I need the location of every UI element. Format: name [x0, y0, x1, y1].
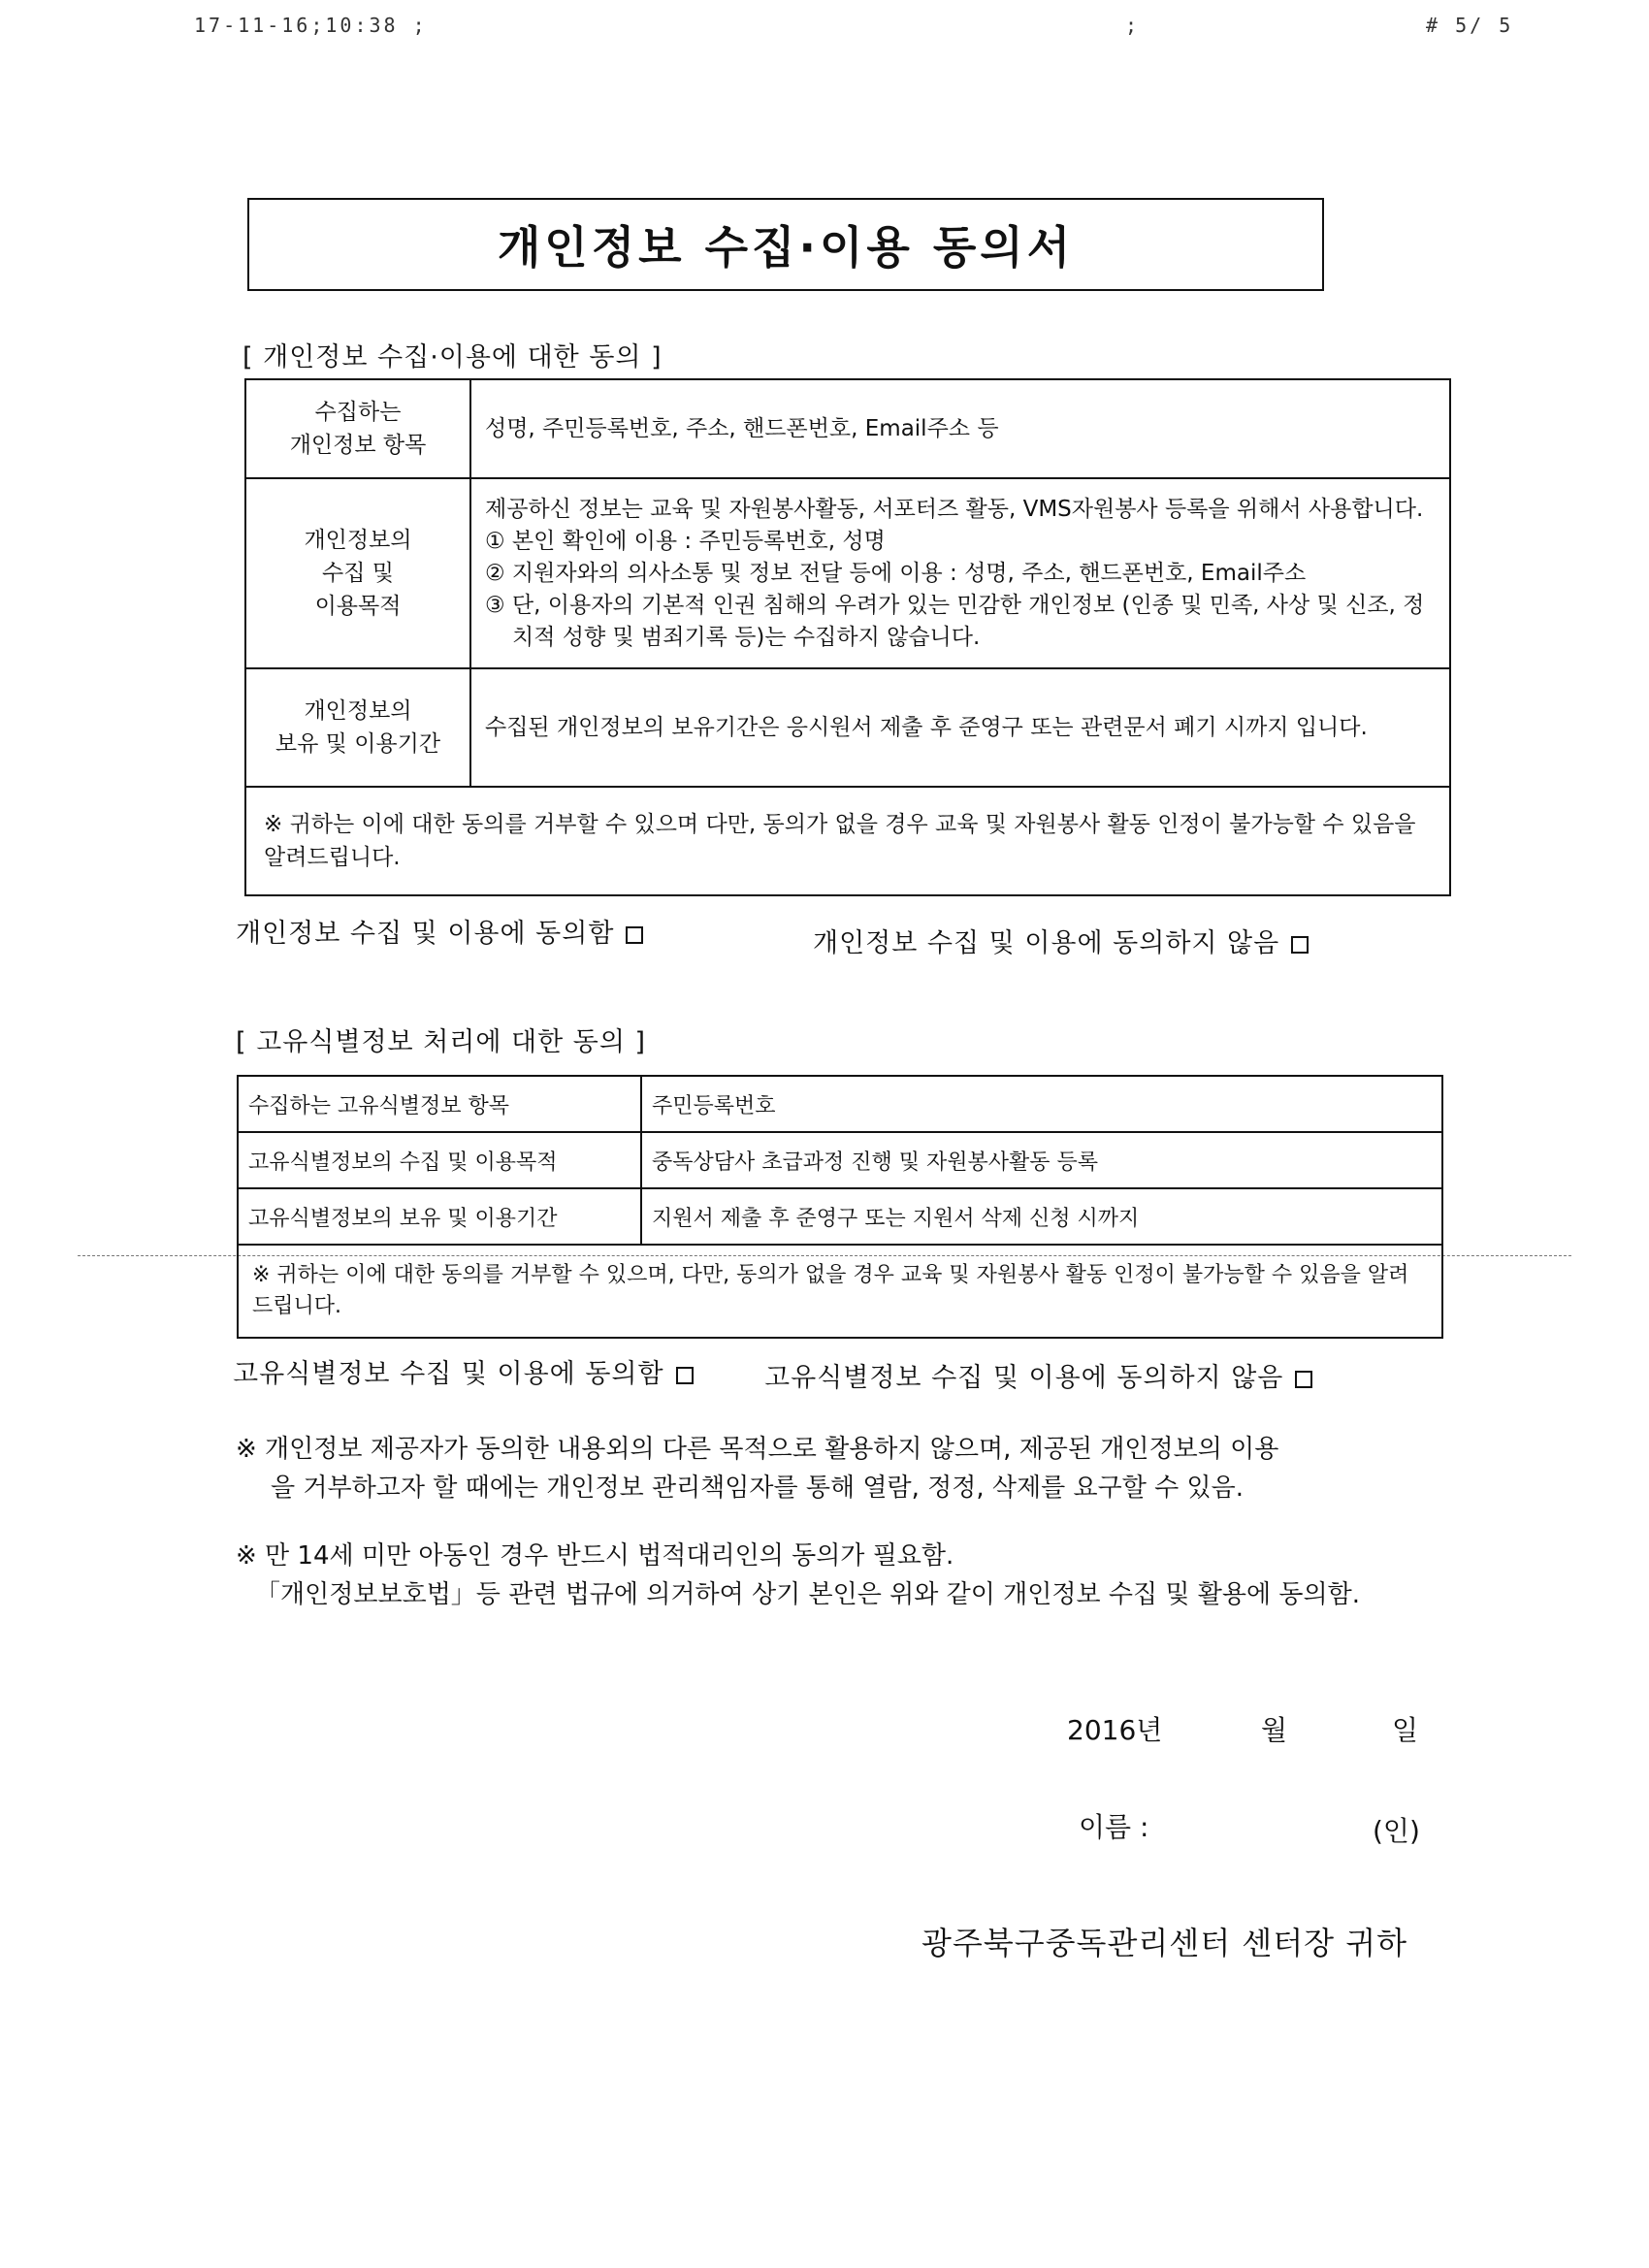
- section2-agree[interactable]: 고유식별정보 수집 및 이용에 동의함: [233, 1352, 694, 1390]
- section2-note: ※ 귀하는 이에 대한 동의를 거부할 수 있으며, 다만, 동의가 없을 경우 교육 및 자원봉사 활동 인정이 불가능할 수 있음을 알려드립니다.: [238, 1245, 1442, 1338]
- recipient: 광주북구중독관리센터 센터장 귀하: [922, 1925, 1408, 1961]
- items-value: 성명, 주민등록번호, 주소, 핸드폰번호, Email주소 등: [470, 379, 1450, 478]
- section2-table: [237, 1075, 1443, 1339]
- notice-rights: ※ 개인정보 제공자가 동의한 내용외의 다른 목적으로 활용하지 않으며, 제공된 개인정보의 이용 을 거부하고자 할 때에는 개인정보 관리책임자를 통해 열람, 정정, 삭제를 요구할 수 있음.: [236, 1435, 1279, 1503]
- retention-value: 수집된 개인정보의 보유기간은 응시원서 제출 후 준영구 또는 관련문서 폐기 시까지 입니다.: [470, 668, 1450, 787]
- section1-note: ※ 귀하는 이에 대한 동의를 거부할 수 있으며 다만, 동의가 없을 경우 교육 및 자원봉사 활동 인정이 불가능할 수 있음을 알려드립니다.: [245, 787, 1450, 895]
- unique-items-label: 수집하는 고유식별정보 항목: [238, 1076, 641, 1132]
- section1-agree[interactable]: 개인정보 수집 및 이용에 동의함: [236, 912, 643, 950]
- section1-heading: [ 개인정보 수집·이용에 대한 동의 ]: [242, 342, 663, 373]
- unique-items-value: 주민등록번호: [641, 1076, 1442, 1132]
- date-year: 2016년: [1067, 1714, 1163, 1746]
- fax-header-mid: ;: [1125, 14, 1141, 37]
- unique-agree-checkbox[interactable]: [676, 1367, 694, 1384]
- seal-mark: (인): [1373, 1815, 1420, 1847]
- agree-checkbox[interactable]: [626, 926, 643, 944]
- date-month: 월: [1261, 1714, 1288, 1746]
- name-label: 이름 :: [1079, 1811, 1149, 1843]
- fax-header-left: 17-11-16;10:38 ;: [194, 14, 428, 37]
- section1-table: [244, 378, 1451, 896]
- notice-minor: ※ 만 14세 미만 아동인 경우 반드시 법적대리인의 동의가 필요함. 「개인정보보호법」등 관련 법규에 의거하여 상기 본인은 위와 같이 개인정보 수집 및 활용에 동의함.: [236, 1541, 1360, 1609]
- section1-disagree[interactable]: 개인정보 수집 및 이용에 동의하지 않음: [813, 922, 1309, 959]
- section2-disagree[interactable]: 고유식별정보 수집 및 이용에 동의하지 않음: [764, 1356, 1312, 1394]
- section2-heading: [ 고유식별정보 처리에 대한 동의 ]: [236, 1027, 647, 1057]
- date-day: 일: [1392, 1714, 1419, 1746]
- retention-label: 개인정보의 보유 및 이용기간: [245, 668, 470, 787]
- document-title: 개인정보 수집·이용 동의서: [497, 221, 1075, 274]
- items-label: 수집하는 개인정보 항목: [245, 379, 470, 478]
- disagree-checkbox[interactable]: [1291, 936, 1309, 954]
- purpose-label: 개인정보의 수집 및 이용목적: [245, 478, 470, 668]
- title-box: [247, 198, 1324, 291]
- unique-purpose-value: 중독상담사 초급과정 진행 및 자원봉사활동 등록: [641, 1132, 1442, 1188]
- unique-retention-label: 고유식별정보의 보유 및 이용기간: [238, 1188, 641, 1245]
- purpose-value: 제공하신 정보는 교육 및 자원봉사활동, 서포터즈 활동, VMS자원봉사 등록을 위해서 사용합니다. ① 본인 확인에 이용 : 주민등록번호, 성명 ② 지원자와의 의사소통 및 정보 전달 등에 이용 : 성명, 주소, 핸드폰번호, Email주소 ③ 단, 이용자의 기본적 인권 침해의 우려가 있는 민감한 개인정보 (인종 및 민족, 사상 및 신조, 정치적 성향 및 범죄기록 등)는 수집하지 않습니다.: [470, 478, 1450, 668]
- unique-purpose-label: 고유식별정보의 수집 및 이용목적: [238, 1132, 641, 1188]
- unique-retention-value: 지원서 제출 후 준영구 또는 지원서 삭제 신청 시까지: [641, 1188, 1442, 1245]
- fax-header-page: # 5/ 5: [1426, 14, 1514, 37]
- unique-disagree-checkbox[interactable]: [1295, 1371, 1312, 1388]
